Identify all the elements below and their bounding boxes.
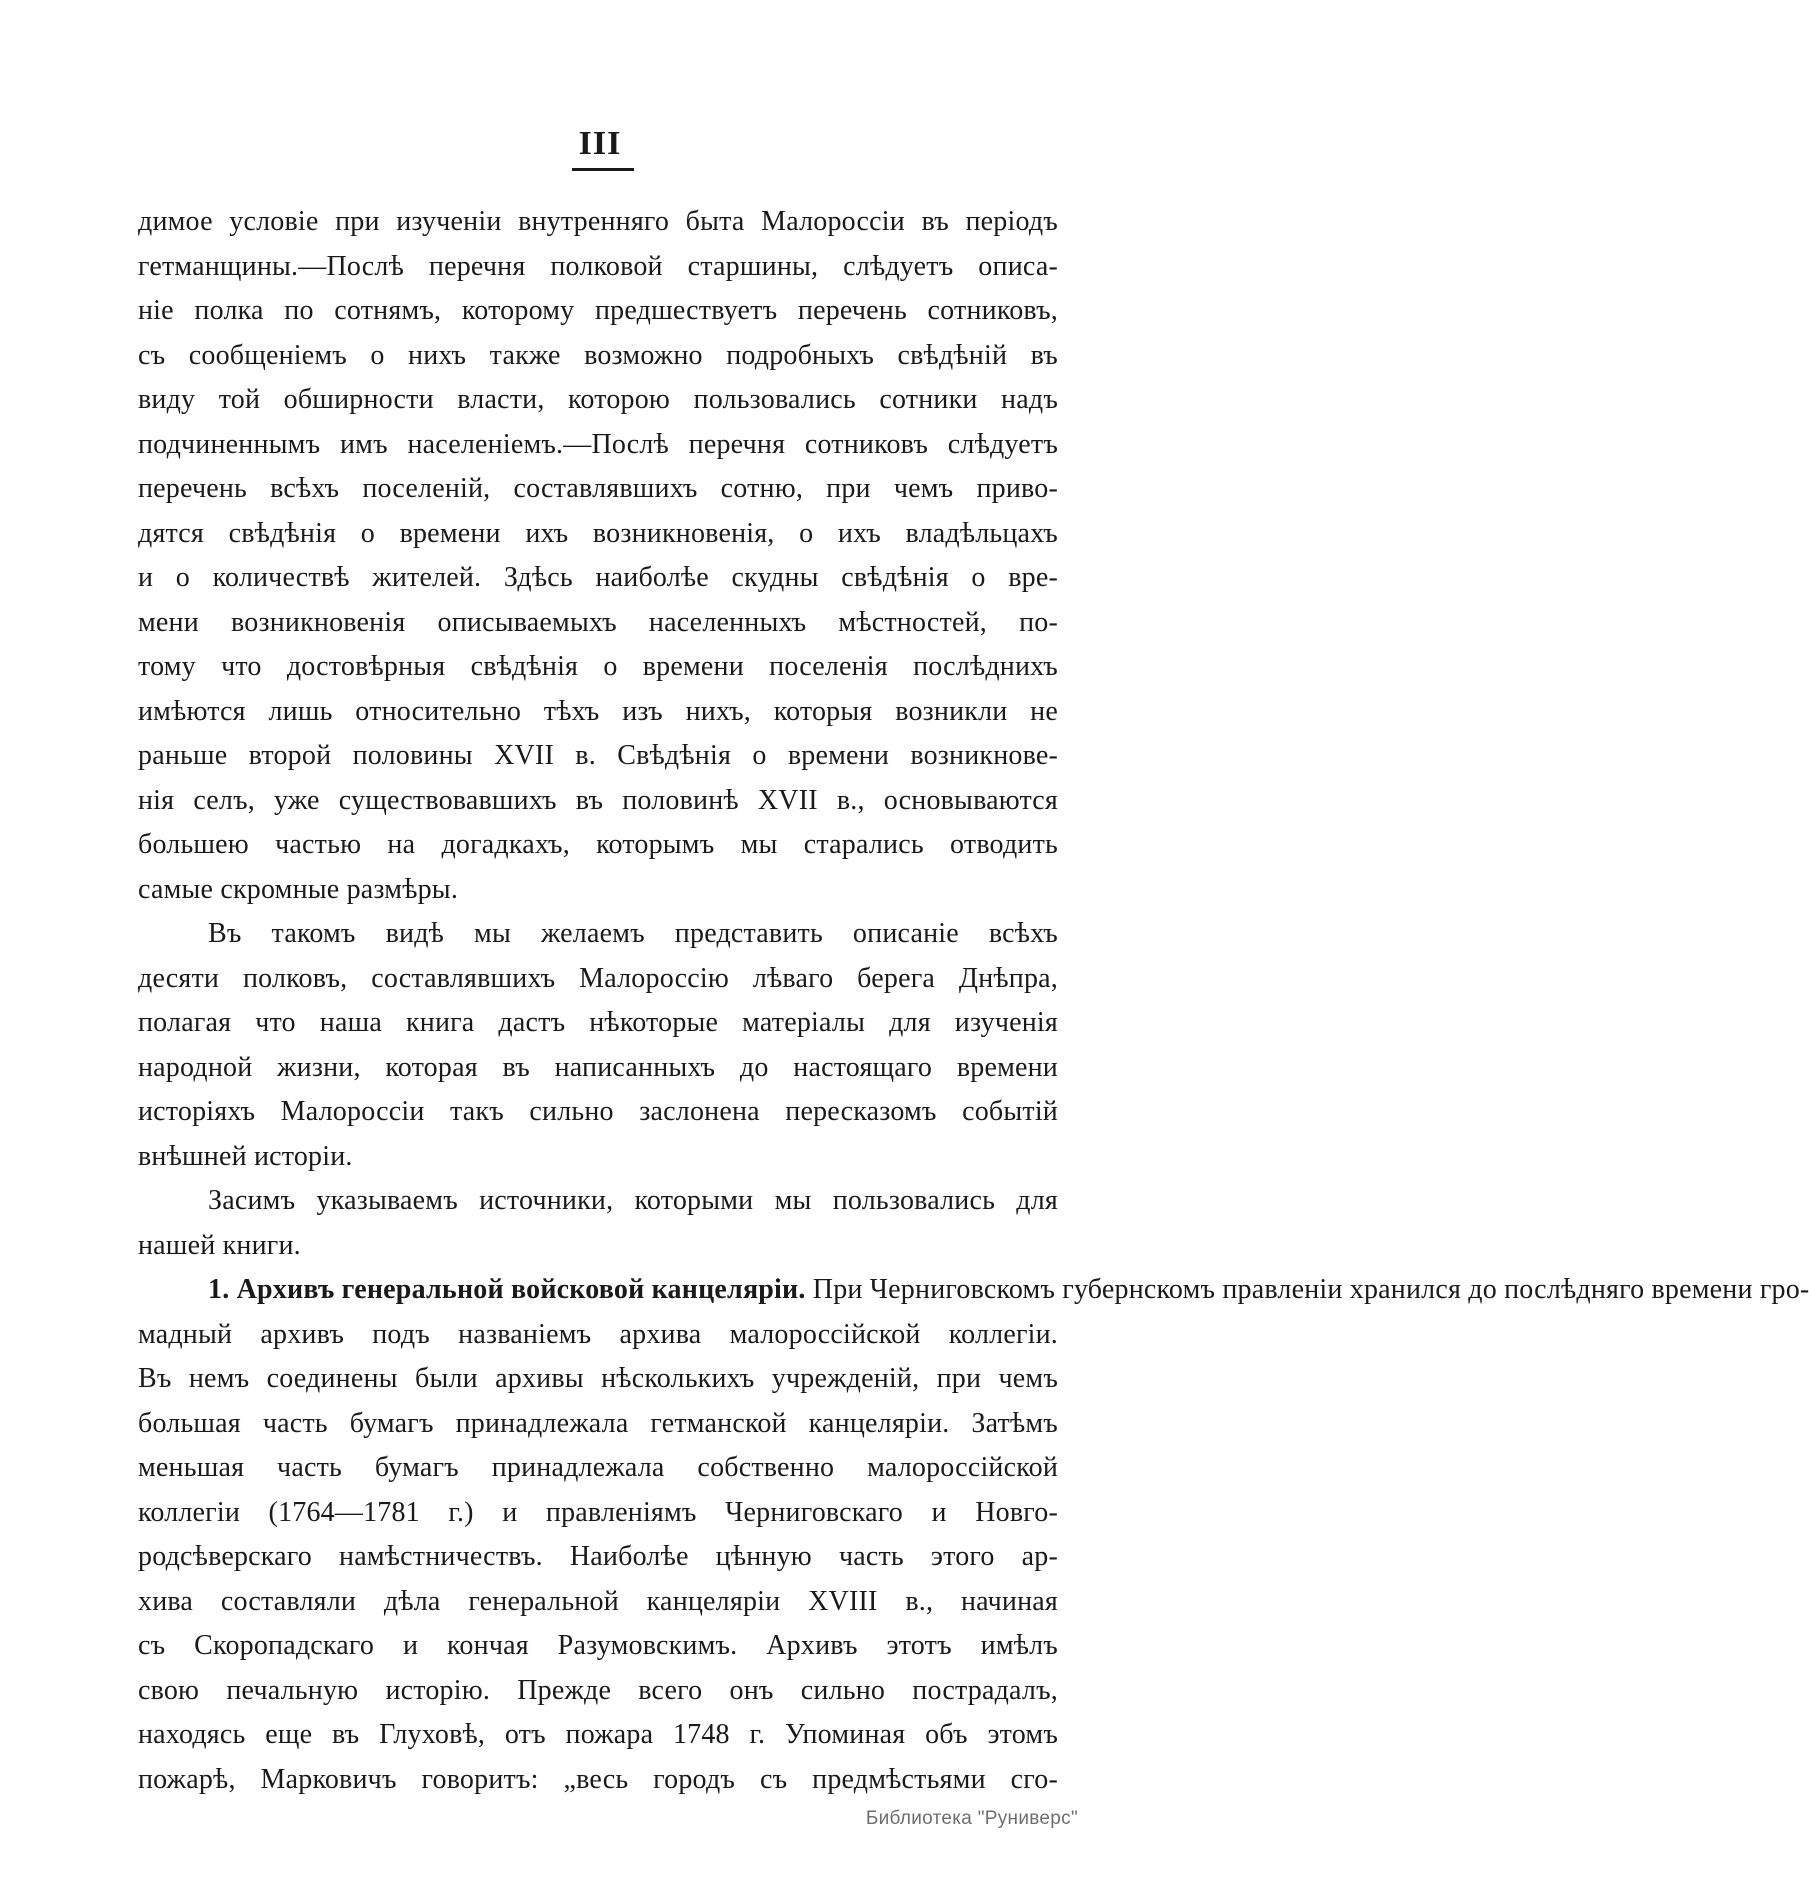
text-line: нія селъ, уже существовавшихъ въ половинѣ XVII в., основываются (138, 784, 1058, 816)
section-heading-line (138, 1268, 1809, 1313)
text-line: димое условіе при изученіи внутренняго быта Малороссіи въ періодъ (138, 206, 1058, 237)
text-line: пожарѣ, Марковичъ говоритъ: „весь городъ съ предмѣстьями сго- (138, 1763, 1058, 1795)
text-line: полагая что наша книга дастъ нѣкоторые матеріалы для изученія (138, 1007, 1058, 1038)
text-line: ніе полка по сотнямъ, которому предшествуетъ перечень сотниковъ, (138, 295, 1058, 326)
library-watermark: Библиотека "Руниверс" (865, 1808, 1078, 1829)
section-heading: 1. Архивъ генеральной войсковой канцеляріи. (208, 1274, 806, 1305)
text-line: десяти полковъ, составлявшихъ Малороссію лѣваго берега Днѣпра, (138, 962, 1058, 994)
text-line: съ Скоропадскаго и кончая Разумовскимъ. Архивъ этотъ имѣлъ (138, 1630, 1058, 1661)
text-line: большею частью на догадкахъ, которымъ мы старались отводить (138, 829, 1058, 860)
text-line: нашей книги. (138, 1229, 301, 1261)
text-line: гетманщины.—Послѣ перечня полковой старшины, слѣдуетъ описа- (138, 250, 1058, 282)
text-line: исторіяхъ Малороссіи такъ сильно заслонена пересказомъ событій (138, 1096, 1058, 1127)
text-line: находясь еще въ Глуховѣ, отъ пожара 1748 г. Упоминая объ этомъ (138, 1719, 1058, 1750)
text-line: коллегіи (1764—1781 г.) и правленіямъ Черниговскаго и Новго- (138, 1496, 1058, 1528)
text-line: перечень всѣхъ поселеній, составлявшихъ сотню, при чемъ приво- (138, 473, 1058, 504)
text-line: тому что достовѣрныя свѣдѣнія о времени поселенія послѣднихъ (138, 651, 1058, 682)
text-line: большая часть бумагъ принадлежала гетманской канцеляріи. Затѣмъ (138, 1407, 1058, 1439)
paragraph-start-line: Въ такомъ видѣ мы желаемъ представить описаніе всѣхъ (208, 918, 1058, 949)
text-line: Въ немъ соединены были архивы нѣсколькихъ учрежденій, при чемъ (138, 1363, 1058, 1394)
text-line: самые скромные размѣры. (138, 873, 459, 905)
paragraph-start-line: Засимъ указываемъ источники, которыми мы пользовались для (208, 1185, 1058, 1216)
text-line: хива составляли дѣла генеральной канцеляріи XVIII в., начиная (138, 1585, 1058, 1617)
section-heading-continuation: При Черниговскомъ губернскомъ правленіи хранился до послѣдняго времени гро- (805, 1274, 1809, 1305)
text-line: съ сообщеніемъ о нихъ также возможно подробныхъ свѣдѣній въ (138, 339, 1058, 371)
page-number: III (578, 125, 622, 162)
body-text (138, 200, 1809, 1802)
text-line: родсѣверскаго намѣстничествъ. Наиболѣе цѣнную часть этого ар- (138, 1541, 1058, 1572)
page-number-underline (572, 168, 634, 171)
text-line: меньшая часть бумагъ принадлежала собственно малороссійской (138, 1452, 1058, 1483)
text-line: и о количествѣ жителей. Здѣсь наиболѣе скудны свѣдѣнія о вре- (138, 562, 1058, 593)
text-line: раньше второй половины XVII в. Свѣдѣнія о времени возникнове- (138, 740, 1058, 771)
text-line: имѣются лишь относительно тѣхъ изъ нихъ, которыя возникли не (138, 695, 1058, 727)
text-line: подчиненнымъ имъ населеніемъ.—Послѣ перечня сотниковъ слѣдуетъ (138, 428, 1058, 460)
text-line: мени возникновенія описываемыхъ населенныхъ мѣстностей, по- (138, 606, 1058, 638)
text-line: мадный архивъ подъ названіемъ архива малороссійской коллегіи. (138, 1318, 1058, 1350)
text-line: дятся свѣдѣнія о времени ихъ возникновенія, о ихъ владѣльцахъ (138, 517, 1058, 549)
text-line: народной жизни, которая въ написанныхъ до настоящаго времени (138, 1051, 1058, 1083)
text-line: свою печальную исторію. Прежде всего онъ сильно пострадалъ, (138, 1674, 1058, 1706)
text-line: виду той обширности власти, которою пользовались сотники надъ (138, 384, 1058, 415)
text-line: внѣшней исторіи. (138, 1140, 353, 1172)
